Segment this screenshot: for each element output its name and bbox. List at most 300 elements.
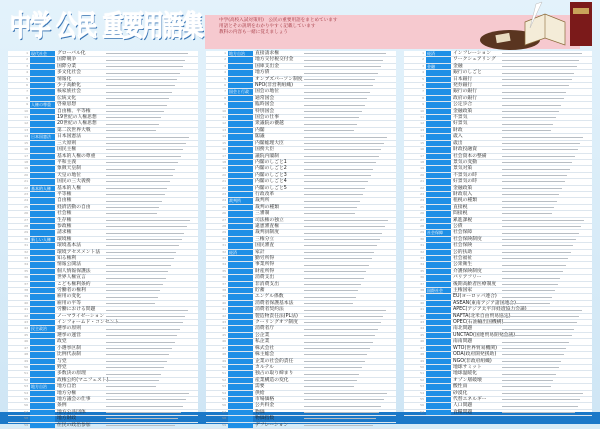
term-cell: 南北問題 (453, 326, 473, 332)
category-cell (228, 282, 253, 287)
term-cell: 少子高齢化 (57, 83, 81, 89)
description-cell (499, 373, 592, 376)
description-cell (103, 411, 198, 414)
row-number: 50 (24, 364, 28, 369)
description-cell (103, 161, 198, 164)
description-cell (301, 52, 396, 55)
term-cell: 直接税 (453, 204, 468, 210)
term-cell: 公企業 (255, 332, 270, 338)
category-cell (228, 160, 253, 165)
description-cell (499, 72, 592, 75)
row-number: 39 (24, 294, 28, 299)
description-cell (499, 136, 592, 139)
term-cell: 介護保険制度 (453, 268, 482, 274)
term-cell: 国庫支出金 (255, 63, 279, 69)
category-cell (228, 237, 253, 242)
term-cell: 特別国会 (255, 108, 275, 114)
row-number: 18 (420, 159, 424, 164)
description-cell (499, 65, 592, 68)
table-row (8, 423, 198, 429)
category-cell (426, 352, 451, 357)
row-number: 36 (420, 275, 424, 280)
category-cell (30, 192, 55, 197)
description-cell (103, 59, 198, 62)
term-cell: 比例代表制 (57, 352, 81, 358)
category-cell (426, 384, 451, 389)
category-cell (426, 77, 451, 82)
row-number: 41 (24, 307, 28, 312)
row-number: 34 (24, 262, 28, 267)
description-cell (499, 277, 592, 280)
description-cell (301, 206, 396, 209)
category-cell (426, 224, 451, 229)
row-number: 11 (24, 115, 28, 120)
term-cell: デフレーション (255, 422, 289, 428)
term-cell: 公債 (453, 223, 463, 229)
row-number: 46 (222, 339, 226, 344)
category-cell (228, 109, 253, 114)
description-cell (499, 302, 592, 305)
term-cell: 国民の三大義務 (57, 179, 91, 185)
description-cell (301, 289, 396, 292)
row-number: 20 (24, 172, 28, 177)
category-cell (30, 179, 55, 184)
term-cell: 住民の政治参加 (57, 422, 91, 428)
category-cell (30, 359, 55, 364)
term-cell: グローバル化 (57, 51, 86, 56)
term-cell: 内閣のしごと1 (255, 159, 287, 165)
term-cell: ワークシェアリング (453, 57, 496, 63)
category-cell (426, 378, 451, 383)
term-cell: 経済活動の自由 (57, 204, 91, 210)
row-number: 55 (222, 396, 226, 401)
category-cell (30, 173, 55, 178)
row-number: 12 (24, 121, 28, 126)
row-number: 28 (420, 223, 424, 228)
description-cell (499, 309, 592, 312)
row-number: 51 (24, 371, 28, 376)
row-number: 28 (222, 223, 226, 228)
category-cell (426, 371, 451, 376)
row-number: 26 (24, 211, 28, 216)
category-cell (228, 391, 253, 396)
category-cell (30, 307, 55, 312)
description-cell (301, 251, 396, 254)
description-cell (301, 315, 396, 318)
category-cell (426, 134, 451, 139)
term-cell: 消費者保護基本法 (255, 300, 294, 306)
term-cell: 生存権 (57, 217, 72, 223)
row-number: 52 (222, 377, 226, 382)
category-cell (228, 301, 253, 306)
row-number: 50 (222, 364, 226, 369)
category-cell (228, 262, 253, 267)
description-cell (499, 200, 592, 203)
row-number: 57 (420, 409, 424, 414)
row-number: 23 (222, 191, 226, 196)
description-cell (103, 353, 198, 356)
category-cell (228, 83, 253, 88)
description-cell (499, 238, 592, 241)
row-number: 11 (222, 115, 226, 120)
term-cell: 内閣 (255, 127, 265, 133)
category-cell: 国際社会 (426, 288, 451, 293)
term-cell: 政党 (57, 339, 67, 345)
category-cell (426, 205, 451, 210)
category-cell: 基本的人権 (30, 186, 55, 191)
row-number: 52 (420, 377, 424, 382)
category-cell (30, 70, 55, 75)
description-cell (301, 123, 396, 126)
description-cell (301, 91, 396, 94)
term-cell: 市場価格 (255, 396, 275, 402)
row-number: 10 (420, 108, 424, 113)
term-cell: 銀行の銀行 (453, 89, 477, 95)
term-cell: NAFTA(北米自由貿易協定) (453, 313, 511, 319)
description-cell (103, 136, 198, 139)
category-cell (30, 339, 55, 344)
description-cell (103, 315, 198, 318)
term-cell: 地方自治 (57, 384, 77, 390)
row-number: 17 (222, 153, 226, 158)
description-cell (103, 405, 198, 408)
description-cell (499, 328, 592, 331)
row-number: 47 (24, 345, 28, 350)
description-cell (499, 385, 592, 388)
description-cell (301, 321, 396, 324)
term-cell: 公定歩合 (453, 102, 473, 108)
term-cell: 内閣のしごと4 (255, 179, 287, 185)
term-cell: 企業の社会的責任 (255, 358, 294, 364)
term-cell: ASEAN(東南アジア諸国連合) (453, 300, 516, 306)
description-cell (103, 257, 198, 260)
row-number: 27 (420, 217, 424, 222)
term-cell: 貯蓄 (255, 288, 265, 294)
row-number: 45 (24, 332, 28, 337)
row-number: 50 (420, 364, 424, 369)
description-cell (499, 270, 592, 273)
description-cell (499, 232, 592, 235)
row-number: 37 (420, 281, 424, 286)
description-cell (499, 104, 592, 107)
term-cell: OPEC(石油輸出国機構) (453, 320, 504, 326)
description-cell (301, 110, 396, 113)
category-cell (426, 179, 451, 184)
term-cell: 野党 (57, 364, 67, 370)
category-cell: 経済 (228, 250, 253, 255)
term-cell: 内閣総理大臣 (255, 140, 284, 146)
description-cell (499, 155, 592, 158)
description-cell (499, 405, 592, 408)
description-cell (103, 232, 198, 235)
term-cell: NGO(非政府組織) (453, 358, 492, 364)
description-cell (301, 379, 396, 382)
term-cell: 雇用の変化 (57, 294, 81, 300)
row-number: 19 (24, 166, 28, 171)
row-number: 18 (24, 159, 28, 164)
category-cell (228, 166, 253, 171)
row-number: 26 (420, 211, 424, 216)
category-cell (426, 173, 451, 178)
category-cell (30, 141, 55, 146)
category-cell (426, 186, 451, 191)
row-number: 49 (24, 358, 28, 363)
row-number: 39 (222, 294, 226, 299)
category-cell (228, 96, 253, 101)
category-cell (30, 109, 55, 114)
description-cell (103, 373, 198, 376)
term-cell: 請求権 (57, 230, 72, 236)
row-number: 1 (26, 51, 28, 55)
category-cell (426, 307, 451, 312)
term-cell: APEC(アジア太平洋経済協力会議) (453, 307, 527, 313)
term-cell: EU(ヨーロッパ連合) (453, 294, 497, 300)
description-cell (499, 59, 592, 62)
description-cell (301, 277, 396, 280)
term-cell: 直接請求権 (255, 51, 279, 56)
category-cell: 日本国憲法 (30, 134, 55, 139)
description-cell (103, 385, 198, 388)
row-number: 32 (24, 249, 28, 254)
row-number: 57 (24, 409, 28, 414)
category-cell (30, 154, 55, 159)
description-cell (103, 302, 198, 305)
term-cell: 内閣のしごと2 (255, 166, 287, 172)
category-cell: 地方自治 (228, 51, 253, 56)
category-cell (30, 314, 55, 319)
description-cell (499, 84, 592, 87)
term-cell: 地球サミット (453, 364, 482, 370)
row-number: 31 (420, 243, 424, 248)
term-cell: 基本的人権の尊重 (57, 153, 96, 159)
category-cell (228, 134, 253, 139)
row-number: 25 (24, 204, 28, 209)
term-cell: 多文化社会 (57, 70, 81, 76)
row-number: 45 (420, 332, 424, 337)
term-cell: 裁判所 (255, 198, 270, 204)
category-cell (228, 320, 253, 325)
description-cell (499, 142, 592, 145)
category-cell: 経済 (426, 51, 451, 56)
category-cell (426, 391, 451, 396)
row-number: 19 (420, 166, 424, 171)
row-number: 30 (24, 236, 28, 241)
term-cell: 独占の取り締まり (255, 371, 294, 377)
term-cell: 参政権 (57, 223, 72, 229)
description-cell (301, 161, 396, 164)
description-cell (301, 328, 396, 331)
term-cell: 株式会社 (255, 345, 275, 351)
category-cell (30, 115, 55, 120)
term-cell: 裁判員制度 (255, 230, 279, 236)
category-cell (30, 423, 55, 428)
description-cell (103, 424, 198, 427)
term-cell: 司法権の独立 (255, 217, 284, 223)
term-cell: クーリングオフ制度 (255, 320, 298, 326)
row-number: 3 (224, 63, 226, 68)
glossary-table-2 (206, 51, 396, 428)
category-cell (426, 115, 451, 120)
term-cell: 条例 (57, 403, 67, 409)
term-cell: 環境権 (57, 236, 72, 242)
category-cell (30, 250, 55, 255)
category-cell (426, 314, 451, 319)
term-cell: 第二次世界大戦 (57, 127, 91, 133)
description-cell (301, 174, 396, 177)
description-cell (103, 219, 198, 222)
row-number: 23 (420, 191, 424, 196)
row-number: 8 (26, 95, 28, 100)
category-cell (228, 326, 253, 331)
description-cell (301, 65, 396, 68)
row-number: 40 (420, 300, 424, 305)
description-cell (301, 302, 396, 305)
row-number: 58 (24, 416, 28, 421)
description-cell (499, 123, 592, 126)
description-cell (499, 110, 592, 113)
category-cell (228, 352, 253, 357)
term-cell: 好景気の時 (453, 179, 477, 185)
row-number: 44 (222, 326, 226, 331)
row-number: 20 (222, 172, 226, 177)
intro-line: 教科の内容も一緒に覚えましょう (219, 30, 288, 35)
term-cell: バリアフリー (453, 275, 482, 281)
row-number: 31 (24, 243, 28, 248)
description-cell (499, 353, 592, 356)
description-cell (301, 84, 396, 87)
row-number: 3 (422, 63, 424, 68)
row-number: 33 (222, 256, 226, 260)
row-number: 10 (24, 108, 28, 113)
description-cell (499, 296, 592, 299)
row-number: 32 (420, 249, 424, 254)
category-cell (228, 339, 253, 344)
term-cell: WTO(世界貿易機関) (453, 345, 497, 351)
category-cell (426, 397, 451, 402)
description-cell (103, 398, 198, 401)
term-cell: 公共料金 (255, 403, 275, 409)
category-cell (228, 115, 253, 120)
term-cell: 勤労所得 (255, 256, 275, 261)
row-number: 13 (222, 127, 226, 132)
term-cell: 人口問題 (453, 403, 473, 409)
row-number: 14 (222, 134, 226, 139)
term-cell: エンゲル係数 (255, 294, 284, 300)
description-cell (103, 296, 198, 299)
row-number: 21 (420, 179, 424, 184)
term-cell: 国民審査 (255, 243, 275, 249)
row-number: 5 (224, 76, 226, 81)
description-cell (499, 180, 592, 183)
row-number: 27 (24, 217, 28, 222)
category-cell (30, 83, 55, 88)
term-cell: こども権利条約 (57, 281, 91, 287)
row-number: 15 (24, 140, 28, 145)
description-cell (499, 116, 592, 119)
term-cell: 基本的人権 (57, 185, 81, 191)
row-number: 16 (222, 147, 226, 152)
row-number: 32 (222, 249, 226, 254)
term-cell: 通常国会 (255, 95, 275, 101)
description-cell (301, 180, 396, 183)
category-cell (426, 102, 451, 107)
category-cell (30, 416, 55, 421)
description-cell (301, 373, 396, 376)
row-number: 15 (420, 140, 424, 145)
row-number: 57 (222, 409, 226, 414)
description-cell (103, 251, 198, 254)
row-number: 56 (222, 403, 226, 408)
row-number: 33 (420, 256, 424, 260)
category-cell (228, 230, 253, 235)
category-cell (426, 211, 451, 216)
row-number: 22 (222, 185, 226, 190)
row-number: 2 (422, 57, 424, 62)
description-cell (301, 212, 396, 215)
table-body (404, 51, 592, 416)
description-cell (301, 398, 396, 401)
row-number: 38 (420, 288, 424, 293)
category-cell (228, 192, 253, 197)
category-cell (426, 294, 451, 299)
row-number: 10 (222, 108, 226, 113)
category-cell (228, 77, 253, 82)
term-cell: 需要 (255, 384, 265, 390)
term-cell: 社会保障 (453, 230, 473, 236)
description-cell (301, 200, 396, 203)
row-number: 54 (24, 390, 28, 395)
term-cell: 家計 (255, 249, 265, 255)
description-cell (103, 200, 198, 203)
term-cell: 消費者庁 (255, 326, 275, 332)
category-cell (30, 160, 55, 165)
category-cell (30, 397, 55, 402)
row-number: 43 (420, 320, 424, 325)
row-number: 37 (222, 281, 226, 286)
term-cell: 三審制 (255, 211, 270, 217)
category-cell: 社会保障 (426, 230, 451, 235)
category-cell (30, 218, 55, 223)
intro-line: 用語とその説明をわかりやすく記載しています (219, 24, 316, 29)
row-number: 9 (422, 102, 424, 107)
term-cell: 地方公共団体 (57, 409, 86, 415)
term-cell: 累進課税 (453, 217, 473, 223)
category-cell (426, 57, 451, 62)
term-cell: カルテル (255, 364, 274, 370)
category-cell (30, 77, 55, 82)
term-cell: 平等権 (57, 191, 72, 197)
description-cell (103, 129, 198, 132)
category-cell (30, 333, 55, 338)
category-cell (228, 121, 253, 126)
description-cell (499, 52, 592, 55)
row-number: 29 (222, 230, 226, 235)
term-cell: 財政投融資 (453, 147, 477, 153)
category-cell (228, 384, 253, 389)
description-cell (103, 123, 198, 126)
description-cell (499, 219, 592, 222)
category-cell (426, 269, 451, 274)
category-cell (228, 154, 253, 159)
category-cell (426, 256, 451, 261)
category-cell (30, 403, 55, 408)
description-cell (301, 411, 396, 414)
row-number: 14 (420, 134, 424, 139)
category-cell (30, 57, 55, 62)
description-cell (301, 405, 396, 408)
term-cell: 酸性雨 (453, 384, 468, 390)
category-cell (30, 294, 55, 299)
